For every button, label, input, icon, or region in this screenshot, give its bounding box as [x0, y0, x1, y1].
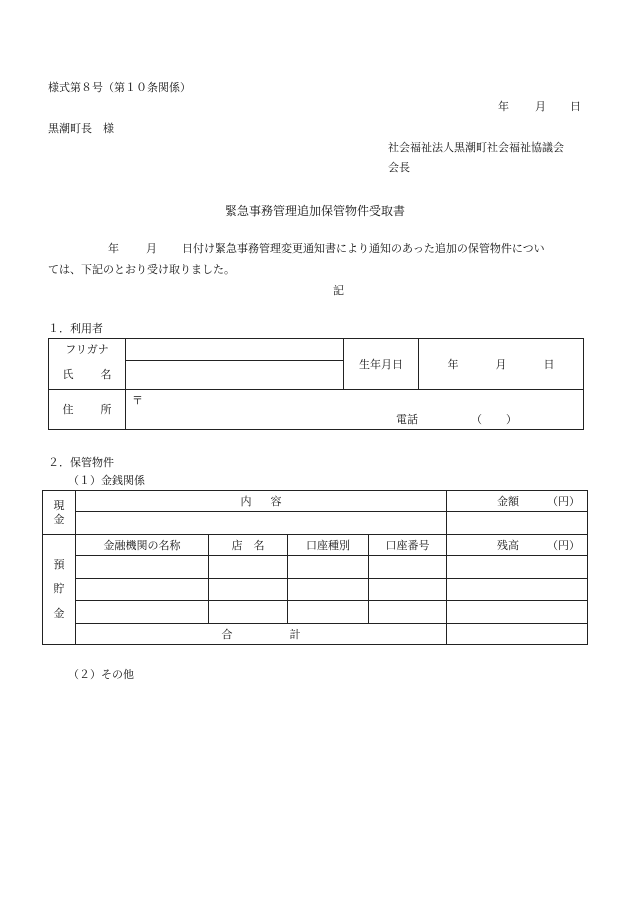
- col-bank-name: 金融機関の名称: [76, 535, 209, 556]
- amount-header-unit: （円）: [547, 495, 580, 508]
- name-label-2: 名: [100, 368, 112, 382]
- user-table: [48, 338, 584, 430]
- savings-label-3: 金: [53, 606, 65, 620]
- bank-name-input-3[interactable]: [76, 601, 209, 624]
- address-label-2: 所: [100, 403, 112, 416]
- address-label-1: 住: [62, 403, 74, 416]
- cash-amount-input[interactable]: [447, 512, 588, 535]
- date-year: 年: [498, 100, 509, 113]
- bank-name-input-1[interactable]: [76, 556, 209, 579]
- bank-name-input-2[interactable]: [76, 579, 209, 601]
- balance-header-label: 残高: [497, 539, 519, 552]
- phone-paren-open: （: [471, 413, 482, 426]
- section1-heading: １．利用者: [48, 322, 103, 335]
- body-line1: 日付け緊急事務管理変更通知書により通知のあった追加の保管物件につい: [182, 242, 545, 255]
- total-label-cell: [76, 624, 447, 645]
- balance-input-1[interactable]: [447, 556, 588, 579]
- issuer-title: 会長: [388, 161, 410, 174]
- account-number-input-2[interactable]: [369, 579, 447, 601]
- col-account-number: 口座番号: [369, 535, 447, 556]
- date-day: 日: [570, 100, 581, 113]
- total-label-2: 計: [289, 627, 301, 641]
- issuer-org: 社会福祉法人黒潮町社会福祉協議会: [388, 141, 564, 154]
- form-number: 様式第８号（第１０条関係）: [48, 81, 191, 94]
- balance-header-unit: （円）: [547, 539, 580, 552]
- section2-sub2: （２）その他: [68, 668, 134, 681]
- address-label-cell: [49, 390, 126, 430]
- account-type-input-1[interactable]: [288, 556, 369, 579]
- cash-label-cell: [43, 491, 76, 535]
- account-type-input-2[interactable]: [288, 579, 369, 601]
- furigana-input[interactable]: [126, 339, 344, 361]
- furigana-label-cell: [49, 339, 126, 361]
- account-number-input-3[interactable]: [369, 601, 447, 624]
- birth-label-cell: [344, 339, 419, 390]
- branch-input-2[interactable]: [209, 579, 288, 601]
- content-header-2: 容: [270, 494, 282, 508]
- amount-header-label: 金額: [497, 495, 519, 508]
- cash-content-input[interactable]: [76, 512, 447, 535]
- section2-heading: ２．保管物件: [48, 456, 114, 469]
- postal-mark: 〒: [132, 394, 143, 407]
- phone-paren-close: ）: [506, 413, 517, 426]
- date-month: 月: [535, 100, 546, 113]
- money-table: [42, 490, 588, 645]
- content-header-1: 内: [240, 494, 252, 508]
- birth-label: 生年月日: [359, 357, 403, 371]
- cash-label-2: 金: [53, 512, 65, 526]
- body-month: 月: [146, 242, 157, 255]
- furigana-label: フリガナ: [65, 343, 109, 357]
- branch-input-3[interactable]: [209, 601, 288, 624]
- section2-sub1: （１）金銭関係: [68, 474, 145, 487]
- ki-label: 記: [333, 284, 344, 297]
- cash-label-1: 現: [53, 499, 65, 513]
- phone-label: 電話: [396, 413, 418, 426]
- branch-input-1[interactable]: [209, 556, 288, 579]
- address-input[interactable]: [126, 390, 584, 430]
- col-branch: 店 名: [209, 535, 288, 556]
- birth-year: 年: [447, 357, 459, 371]
- document-title: 緊急事務管理追加保管物件受取書: [225, 204, 406, 218]
- balance-header-cell: [447, 535, 588, 556]
- savings-label-1: 預: [53, 558, 65, 572]
- content-header-cell: [76, 491, 447, 512]
- savings-label-2: 貯: [53, 582, 65, 596]
- birth-month: 月: [495, 357, 507, 371]
- amount-header-cell: [447, 491, 588, 512]
- account-number-input-1[interactable]: [369, 556, 447, 579]
- account-type-input-3[interactable]: [288, 601, 369, 624]
- body-year: 年: [108, 242, 119, 255]
- addressee: 黒潮町長 様: [48, 122, 114, 135]
- balance-input-2[interactable]: [447, 579, 588, 601]
- name-label-1: 氏: [62, 368, 74, 382]
- col-account-type: 口座種別: [288, 535, 369, 556]
- birth-day: 日: [543, 357, 555, 371]
- name-input[interactable]: [126, 361, 344, 390]
- total-label-1: 合: [221, 627, 233, 641]
- birth-date-input[interactable]: [419, 339, 584, 390]
- name-label-cell: [49, 361, 126, 390]
- body-line2: ては、下記のとおり受け取りました。: [48, 263, 235, 276]
- total-input[interactable]: [447, 624, 588, 645]
- savings-label-cell: [43, 535, 76, 645]
- balance-input-3[interactable]: [447, 601, 588, 624]
